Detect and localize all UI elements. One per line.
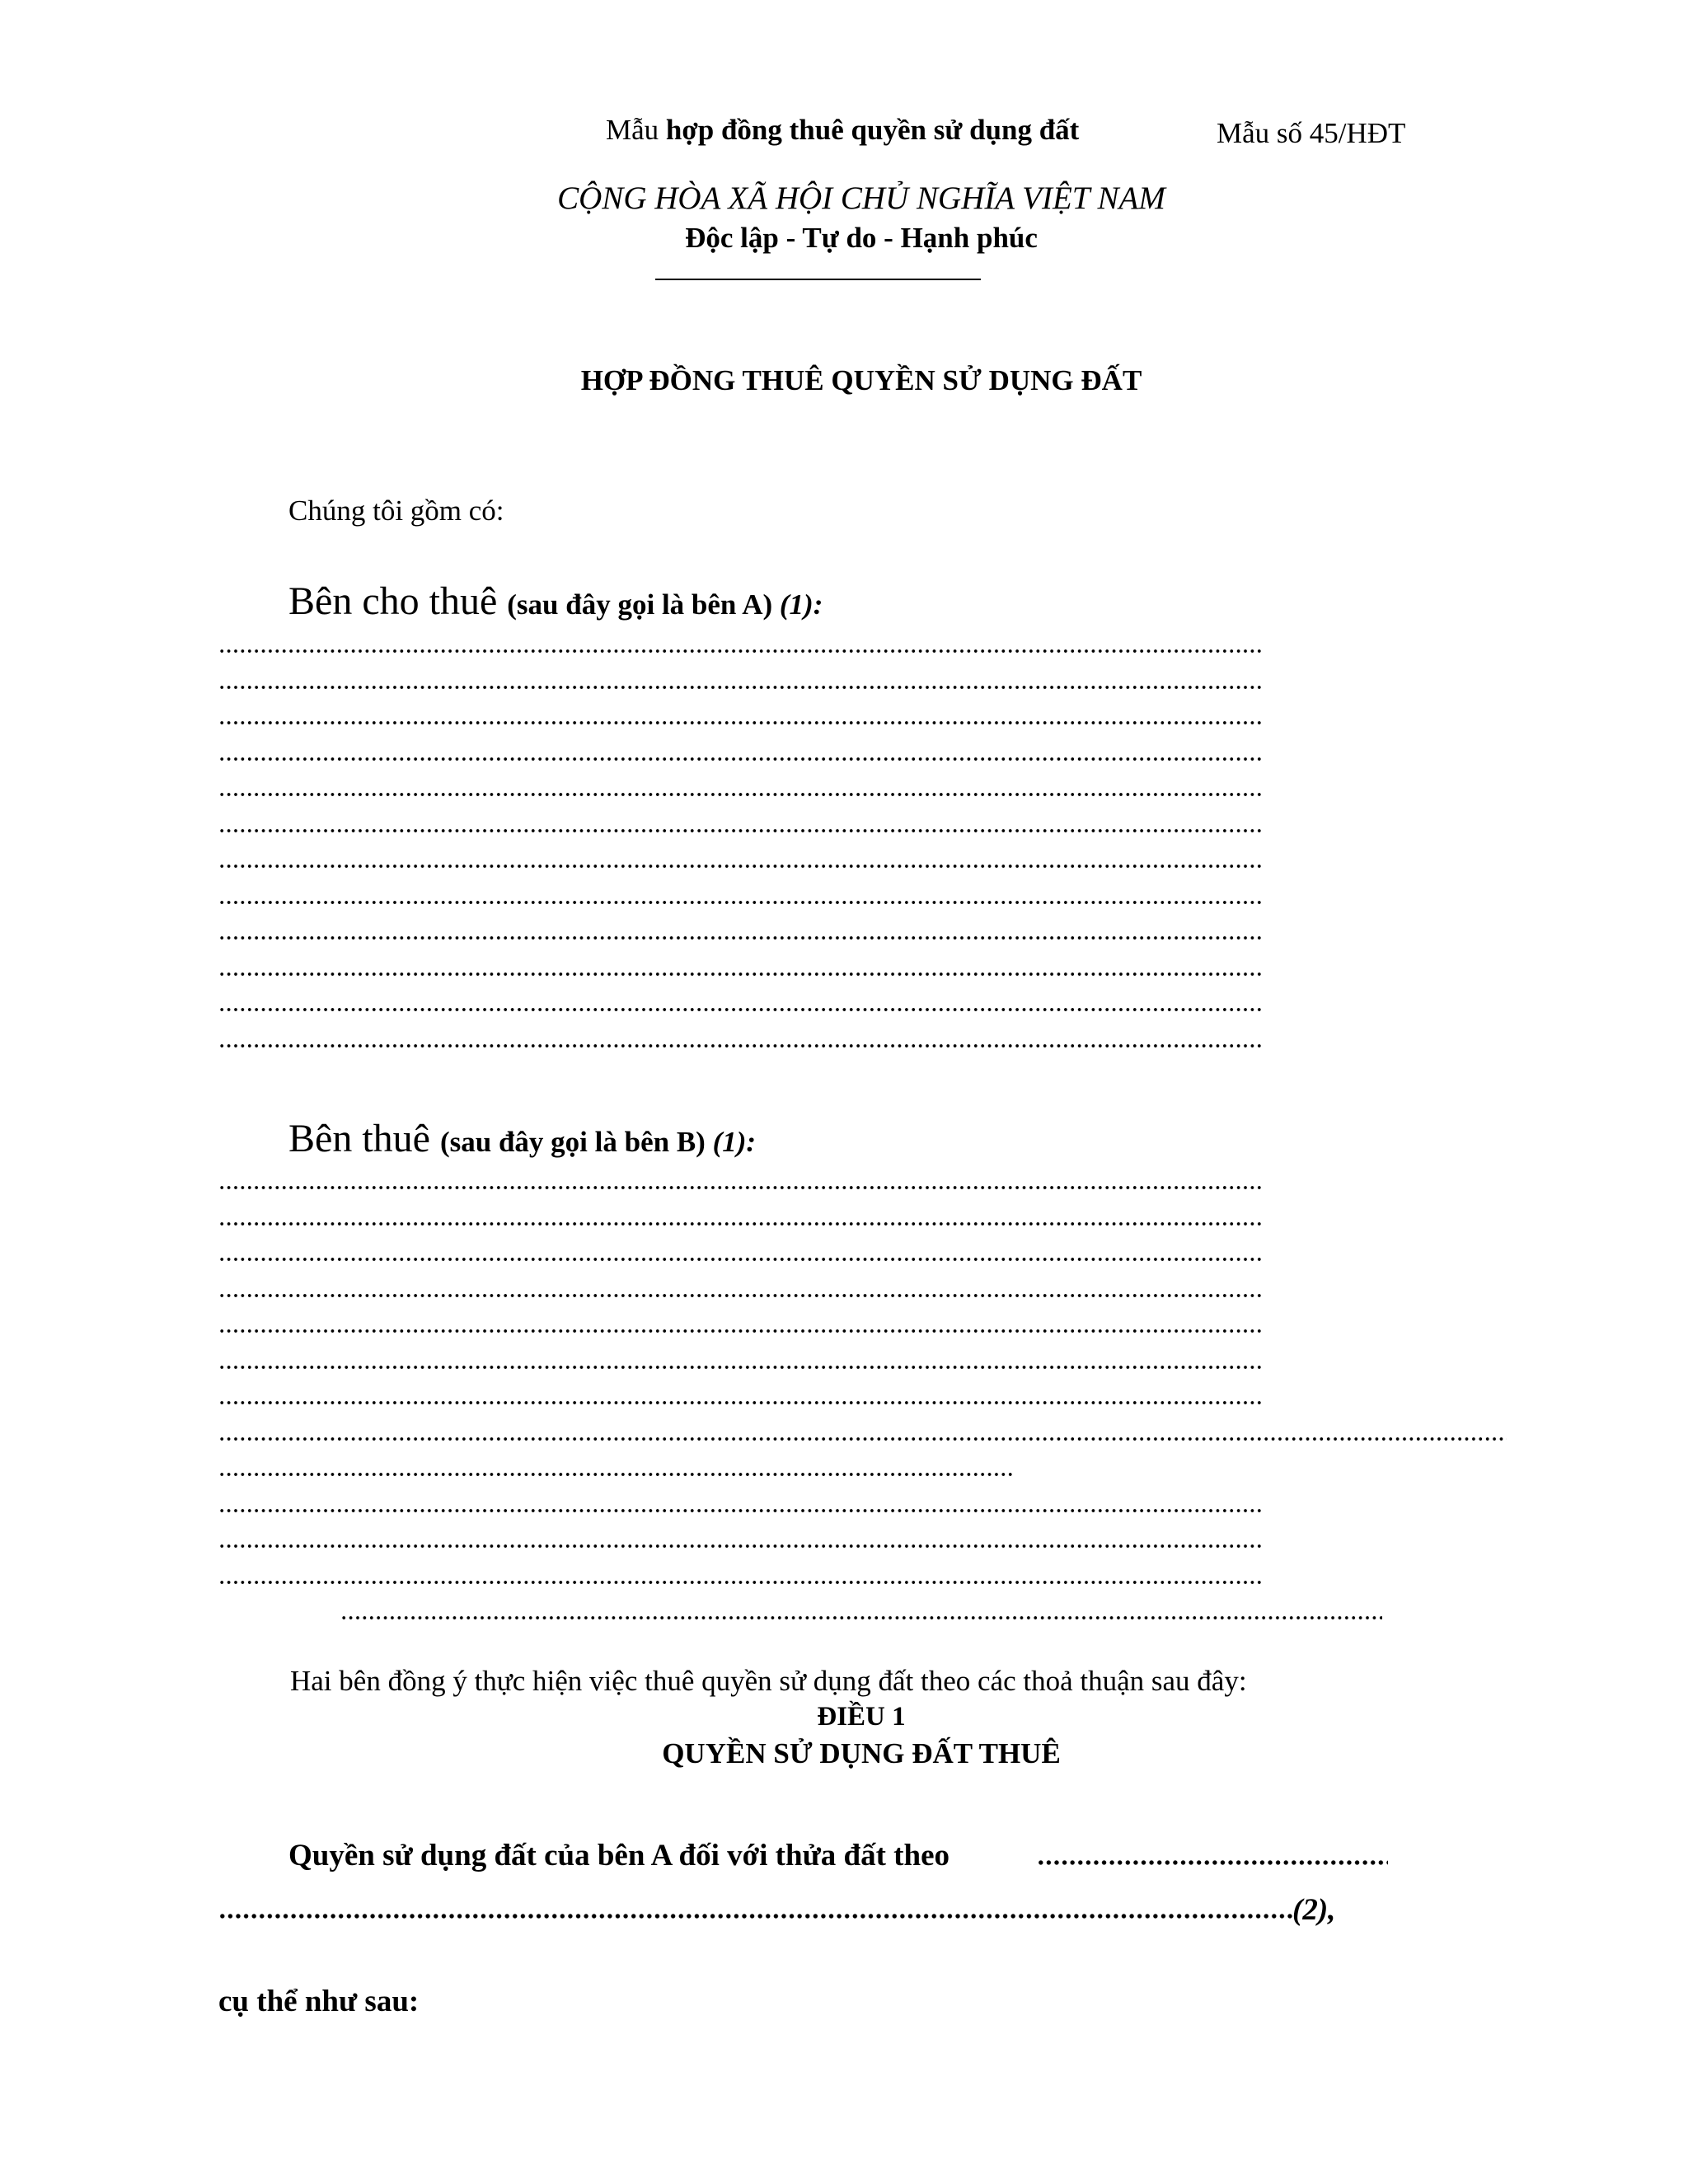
party-a-ref: (1): <box>779 588 823 621</box>
fill-line[interactable] <box>218 935 1261 941</box>
fill-line[interactable] <box>218 1399 1261 1406</box>
fill-line[interactable] <box>218 684 1261 691</box>
party-a-note-wrap <box>507 588 823 621</box>
motto-underline <box>655 279 981 280</box>
fill-line[interactable] <box>218 648 1261 654</box>
fill-line[interactable] <box>218 863 1261 869</box>
form-title: hợp đồng thuê quyền sử dụng đất <box>665 114 1080 146</box>
fill-line[interactable] <box>218 791 1261 798</box>
party-b-note-wrap <box>440 1126 756 1158</box>
party-b-note: (sau đây gọi là bên B) <box>439 1126 706 1158</box>
fill-line[interactable] <box>218 1436 1507 1442</box>
fill-line[interactable] <box>218 827 1261 834</box>
fill-line[interactable] <box>218 1006 1261 1013</box>
fill-line[interactable] <box>218 1364 1261 1371</box>
party-b-heading <box>288 1116 756 1161</box>
fill-line[interactable] <box>218 719 1261 726</box>
article-title: QUYỀN SỬ DỤNG ĐẤT THUÊ <box>662 1737 1061 1769</box>
fill-line[interactable] <box>218 1221 1261 1227</box>
fill-line[interactable] <box>218 1543 1261 1549</box>
detail-text: cụ thể như sau: <box>218 1985 420 2018</box>
fill-line[interactable] <box>218 1471 1014 1478</box>
fill-line[interactable] <box>218 1328 1261 1334</box>
form-prefix: Mẫu <box>606 114 666 146</box>
party-b-label: Bên thuê <box>288 1117 430 1160</box>
party-a-heading <box>288 579 823 624</box>
fill-line[interactable] <box>218 1256 1261 1263</box>
fill-line[interactable] <box>218 1507 1261 1514</box>
article-number: ĐIỀU 1 <box>817 1702 906 1732</box>
fill-line[interactable] <box>218 1292 1261 1299</box>
party-a-note: (sau đây gọi là bên A) <box>507 588 773 621</box>
party-a-label: Bên cho thuê <box>288 579 498 623</box>
party-b-ref: (1): <box>712 1126 757 1158</box>
fill-line[interactable] <box>218 899 1261 906</box>
article-clause: Quyền sử dụng đất của bên A đối với thửa đất theo <box>288 1839 950 1872</box>
fill-line[interactable] <box>340 1615 1382 1621</box>
fill-line[interactable] <box>218 1043 1261 1049</box>
fill-line[interactable] <box>218 1579 1261 1586</box>
clause-reference: (2), <box>1292 1893 1336 1927</box>
clause-fill-line[interactable] <box>1037 1858 1388 1867</box>
fill-line[interactable] <box>218 756 1261 762</box>
fill-line[interactable] <box>218 971 1261 977</box>
form-number: Mẫu số 45/HĐT <box>1217 117 1406 149</box>
intro-text: Chúng tôi gồm có: <box>288 494 504 527</box>
document-title: HỢP ĐỒNG THUÊ QUYỀN SỬ DỤNG ĐẤT <box>580 364 1142 396</box>
national-motto: Độc lập - Tự do - Hạnh phúc <box>685 222 1038 254</box>
agreement-text: Hai bên đồng ý thực hiện việc thuê quyền sử dụng đất theo các thoả thuận sau đây: <box>290 1665 1247 1697</box>
republic-heading: CỘNG HÒA XÃ HỘI CHỦ NGHĨA VIỆT NAM <box>557 180 1165 216</box>
fill-line[interactable] <box>218 1184 1261 1191</box>
clause-fill-line[interactable] <box>218 1912 1292 1920</box>
form-caption <box>606 114 1079 147</box>
